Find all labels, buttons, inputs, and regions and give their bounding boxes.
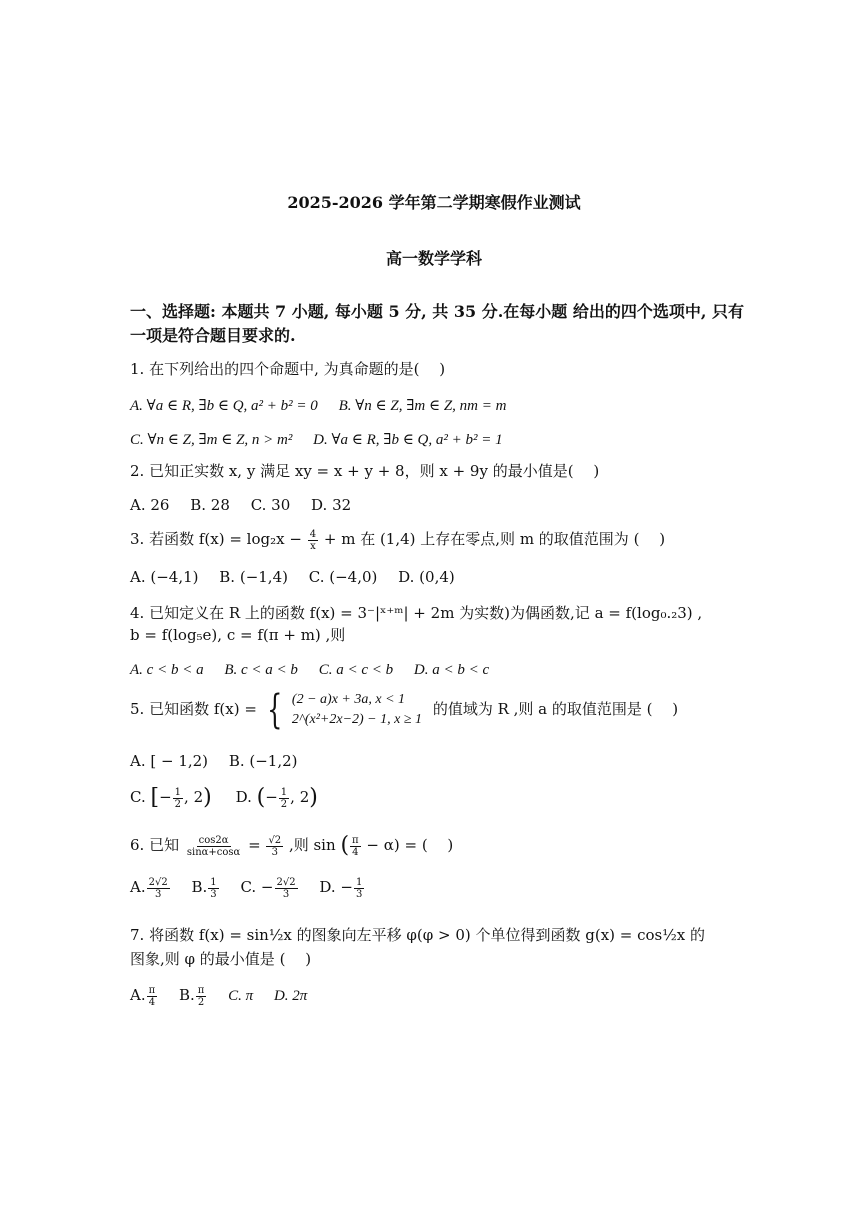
option-c: C. − $\frac{2√2}{3}$ <box>240 876 296 900</box>
question-4-stem-line1: 4. 已知定义在 R 上的函数 f(x) = 3⁻|ˣ⁺ᵐ| + 2m 为实数)为偶函数,记 a = f(log₀.₂3) , <box>130 604 703 622</box>
exam-subtitle: 高一数学学科 <box>385 249 482 268</box>
option-c: C. (−4,0) <box>308 568 378 586</box>
brace-symbol: { <box>266 687 283 733</box>
option-c: C. ∀n ∈ Z, ∃m ∈ Z, n > m² <box>130 432 293 448</box>
case-1: (2 − a)x + 3a, x < 1 <box>291 692 406 707</box>
question-4-stem-line2: b = f(log₅e), c = f(π + m) ,则 <box>130 626 346 644</box>
question-7-options <box>130 984 323 1008</box>
option-b: B. (−1,2) <box>228 752 298 770</box>
option-b: B. c < a < b <box>224 662 298 678</box>
fraction: $\frac{√2}{3}$ <box>268 834 282 858</box>
stem-text: 的值域为 R ,则 a 的取值范围是 ( ) <box>432 700 679 718</box>
option-d: D. ∀a ∈ R, ∃b ∈ Q, a² + b² = 1 <box>313 432 503 448</box>
denominator: x <box>310 540 316 552</box>
stem-text: 3. 若函数 f(x) = log₂x − <box>130 530 302 548</box>
question-2-stem: 2. 已知正实数 x, y 满足 xy = x + y + 8，则 x + 9y 的最小值是( ) <box>130 462 600 480</box>
option-b: B. $\frac{1}{3}$ <box>191 876 217 900</box>
question-6-options <box>130 876 381 900</box>
question-1-options-row2 <box>130 428 519 451</box>
option-a: A. (−4,1) <box>130 568 199 586</box>
option-c: C. π <box>228 988 254 1004</box>
option-d-label: D. <box>235 788 252 806</box>
question-4-options <box>130 658 505 681</box>
option-b: B. (−1,4) <box>219 568 288 586</box>
fraction: $\frac{1}{2}$ <box>280 786 288 810</box>
section-heading: 一、选择题: 本题共 7 小题, 每小题 5 分, 共 35 分.在每小题 给出的四个选项中, 只有一项是符合题目要求的. <box>130 302 744 345</box>
option-d: D. − $\frac{1}{3}$ <box>319 876 363 900</box>
option-b: B. 28 <box>190 496 230 514</box>
option-d: D. (0,4) <box>398 568 455 586</box>
stem-text: + m 在 (1,4) 上存在零点,则 m 的取值范围为 ( ) <box>323 530 666 548</box>
option-d: D. 32 <box>311 496 352 514</box>
exam-title: 2025-2026 学年第二学期寒假作业测试 <box>287 193 581 212</box>
option-a: A. ∀a ∈ R, ∃b ∈ Q, a² + b² = 0 <box>130 398 318 414</box>
option-a: A. [ − 1,2) <box>130 752 209 770</box>
option-a: A. $\frac{\pi}{4}$ <box>130 984 156 1008</box>
option-c-label: C. <box>130 788 146 806</box>
option-c: C. 30 <box>250 496 291 514</box>
question-2-options <box>130 494 367 516</box>
question-7-stem-line1: 7. 将函数 f(x) = sin½x 的图象向左平移 φ(φ > 0) 个单位得到函数 g(x) = cos½x 的 <box>130 926 706 944</box>
question-5-options-row2: C. [− $\frac{1}{2}$ , 2) D. (− $\frac{1}{2}$ , 2) <box>130 785 318 810</box>
stem-text: 5. 已知函数 f(x) = <box>130 700 257 718</box>
question-3-options <box>130 566 471 588</box>
fraction: $\frac{1}{2}$ <box>174 786 182 810</box>
question-1-stem: 1. 在下列给出的四个命题中, 为真命题的是( ) <box>130 360 446 378</box>
fraction: $\frac{\pi}{4}$ <box>352 834 359 858</box>
option-a: A. 26 <box>130 496 170 514</box>
option-b: B. ∀n ∈ Z, ∃m ∈ Z, nm = m <box>338 398 507 414</box>
fraction: $\frac{\cos 2\alpha}{\sin\alpha+\cos\alpha}$ <box>186 834 241 858</box>
question-5-options-row1 <box>130 750 314 772</box>
question-7-stem-line2: 图象,则 φ 的最小值是 ( ) <box>130 950 312 968</box>
piecewise-cases <box>292 690 422 730</box>
option-b: B. $\frac{\pi}{2}$ <box>178 984 205 1008</box>
question-1-options-row1 <box>130 394 522 417</box>
numerator: 4 <box>309 528 317 540</box>
option-a: A. c < b < a <box>130 662 204 678</box>
question-5-stem <box>130 687 679 733</box>
fraction <box>308 529 318 552</box>
case-2: 2^(x²+2x−2) − 1, x ≥ 1 <box>291 712 423 727</box>
question-6-stem: 6. 已知 $\frac{\cos 2\alpha}{\sin\alpha+\cos\alpha}$ = $\frac{√2}{3}$ ,则 sin ( $\frac{\pi}{4}$ − α) = ( ) <box>130 833 454 858</box>
option-d: D. a < b < c <box>413 662 490 678</box>
question-3-stem <box>130 528 665 552</box>
option-c: C. a < c < b <box>318 662 394 678</box>
option-d: D. 2π <box>273 988 308 1004</box>
option-a: A. $\frac{2√2}{3}$ <box>130 876 168 900</box>
